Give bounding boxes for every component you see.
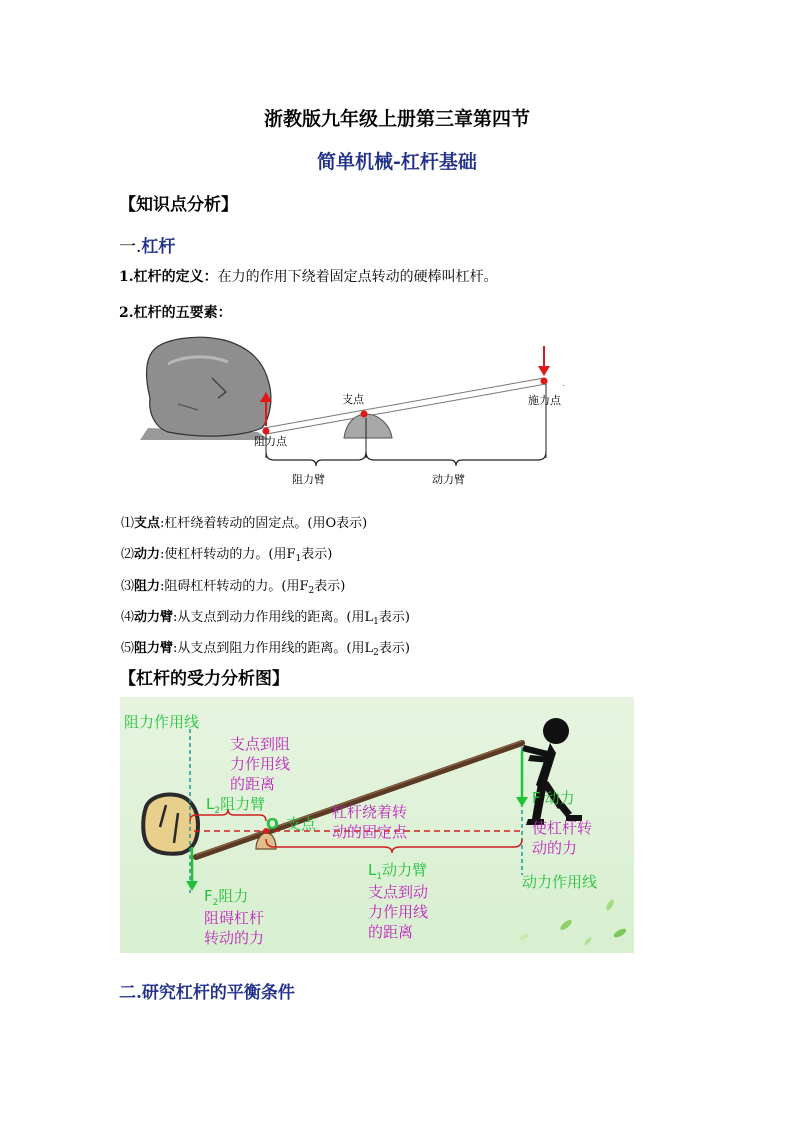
element-desc: :从支点到阻力作用线的距离。(用 xyxy=(173,641,365,656)
part2-heading xyxy=(119,978,295,1003)
f2-text: 阻力 xyxy=(218,887,249,905)
l1-text: 动力臂 xyxy=(382,861,428,879)
element-tail: 表示) xyxy=(378,641,410,656)
l2-symbol: L xyxy=(206,795,215,813)
element-symbol: L xyxy=(364,610,374,625)
f2-subscript: 2 xyxy=(212,898,219,908)
part1-heading xyxy=(119,232,175,257)
lever-plank xyxy=(264,378,546,434)
element-symbol: F xyxy=(286,547,296,562)
fulcrum-label: 支点 xyxy=(286,815,317,833)
resist-desc-line1: 阻碍杠杆 xyxy=(204,909,265,927)
element-num: ⑵ xyxy=(121,547,135,562)
element-term: 动力臂 xyxy=(134,610,174,625)
effort-desc-line1: 使杠杆转 xyxy=(532,819,593,837)
l2-desc-line1: 支点到阻 xyxy=(230,735,291,753)
effort-arm-label: 动力臂 xyxy=(432,473,465,486)
effort-line-label: 动力作用线 xyxy=(522,873,598,891)
element-tail: 表示) xyxy=(314,579,346,594)
element-subscript: 1 xyxy=(373,617,379,627)
definition-text: 在力的作用下绕着固定点转动的硬棒叫杠杆。 xyxy=(217,269,498,285)
force-analysis-diagram xyxy=(120,697,634,953)
element-desc: :杠杆绕着转动的固定点。(用O表示) xyxy=(160,516,368,531)
rotate-desc-line1: 杠杆绕着转 xyxy=(332,803,408,821)
effort-arm-brace xyxy=(366,452,546,466)
definition-label: 1.杠杆的定义： xyxy=(119,269,218,285)
element-tail: 表示) xyxy=(378,610,410,625)
section-knowledge-heading: 【知识点分析】 xyxy=(119,195,238,215)
rotate-desc-line2: 动的固定点 xyxy=(332,823,408,841)
effort-point-label: 施力点 xyxy=(528,394,561,407)
element-term: 阻力臂 xyxy=(134,641,174,656)
element-num: ⑶ xyxy=(121,579,135,594)
rock-shape xyxy=(147,337,271,436)
document-title: 浙教版九年级上册第三章第四节 xyxy=(263,108,530,130)
part2-prefix: 二. xyxy=(119,983,142,1003)
element-item xyxy=(121,512,367,531)
definition-line xyxy=(119,266,498,286)
part1-title: 杠杆 xyxy=(141,237,176,257)
l1-desc-line2: 力作用线 xyxy=(368,903,429,921)
effort-desc-line2: 动的力 xyxy=(532,839,578,857)
element-desc: :阻碍杠杆转动的力。(用 xyxy=(160,579,300,594)
f1-symbol: F xyxy=(532,789,541,807)
part1-prefix: 一. xyxy=(119,237,142,257)
fulcrum-marker xyxy=(361,411,368,418)
f1-label xyxy=(532,789,575,807)
l2-desc-line2: 力作用线 xyxy=(230,755,291,773)
effort-point-marker xyxy=(541,378,548,385)
part2-title: 研究杠杆的平衡条件 xyxy=(141,983,295,1003)
fulcrum-o: O xyxy=(266,815,279,833)
resistance-arm-label: 阻力臂 xyxy=(292,473,325,486)
element-item xyxy=(121,606,410,627)
f2-label xyxy=(204,887,248,908)
l1-desc-line3: 的距离 xyxy=(368,923,414,941)
l1-symbol: L xyxy=(368,861,377,879)
section-force-heading: 【杠杆的受力分析图】 xyxy=(119,669,289,689)
resistance-point-marker xyxy=(263,428,270,435)
element-subscript: 2 xyxy=(373,648,379,658)
element-term: 动力 xyxy=(134,547,161,562)
fulcrum-label: 支点 xyxy=(342,393,364,406)
l2-desc-line3: 的距离 xyxy=(230,775,276,793)
element-symbol: F xyxy=(299,579,309,594)
f1-text: 动力 xyxy=(544,789,575,807)
resist-desc-line2: 转动的力 xyxy=(204,929,265,947)
l1-desc-line1: 支点到动 xyxy=(368,883,429,901)
element-term: 支点 xyxy=(134,516,161,531)
element-desc: :从支点到动力作用线的距离。(用 xyxy=(173,610,365,625)
effort-arrowhead xyxy=(538,366,550,376)
element-subscript: 2 xyxy=(308,586,315,596)
five-elements-text: 2.杠杆的五要素： xyxy=(119,305,232,321)
element-term: 阻力 xyxy=(134,579,161,594)
five-elements-label xyxy=(119,302,232,322)
document-subtitle: 简单机械-杠杆基础 xyxy=(317,151,477,173)
element-tail: 表示) xyxy=(301,547,333,562)
lever-diagram xyxy=(138,334,584,494)
element-desc: :使杠杆转动的力。(用 xyxy=(160,547,287,562)
person-head xyxy=(543,718,569,744)
resistance-line-label: 阻力作用线 xyxy=(124,713,200,731)
l2-text: 阻力臂 xyxy=(220,795,266,813)
f2-symbol: F xyxy=(204,887,213,905)
element-subscript: 1 xyxy=(295,554,302,564)
decorative-dot: . xyxy=(562,379,565,388)
element-item xyxy=(121,575,345,596)
element-symbol: L xyxy=(364,641,374,656)
element-num: ⑷ xyxy=(121,610,135,625)
element-item xyxy=(121,637,410,658)
resistance-point-label: 阻力点 xyxy=(254,435,287,448)
l1-subscript: 1 xyxy=(376,872,383,882)
element-item xyxy=(121,543,332,564)
l2-subscript: 2 xyxy=(214,806,221,816)
element-num: ⑴ xyxy=(121,516,135,531)
resistance-arm-brace xyxy=(266,452,366,466)
element-num: ⑸ xyxy=(121,641,135,656)
